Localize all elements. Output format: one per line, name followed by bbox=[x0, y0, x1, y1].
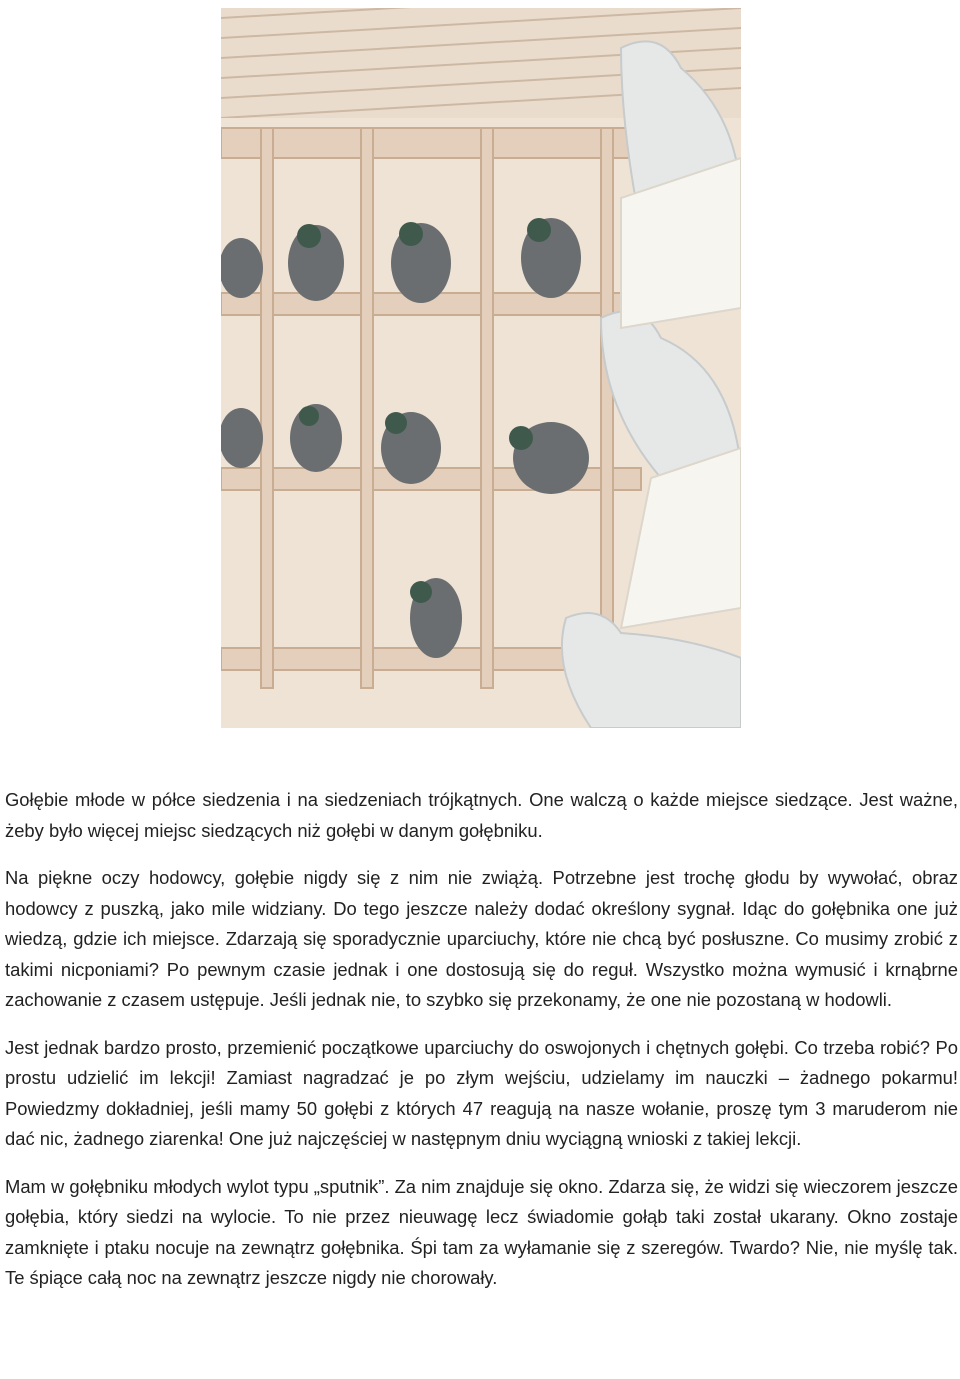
paragraph: Gołębie młode w półce siedzenia i na siedzeniach trójkątnych. One walczą o każde miejsce siedzące. Jest ważne, żeby było więcej miejsc siedzących niż gołębi w danym gołębniku. bbox=[5, 789, 958, 841]
pigeon-loft-photo bbox=[221, 8, 741, 728]
photo-illustration bbox=[221, 8, 741, 728]
paragraph: Jest jednak bardzo prosto, przemienić początkowe uparciuchy do oswojonych i chętnych gołębi. Co trzeba robić? Po prostu udzielić im lekcji! Zamiast nagradzać je po złym wejściu, udzielamy im nauczki – żadnego pokarmu! Powiedzmy dokładniej, jeśli mamy 50 gołębi z których 47 reagują na nasze wołanie, proszę tym 3 maruderom nie dać nic, żadnego ziarenka! One już najczęściej w następnym dniu wyciągną wnioski z takiej lekcji. bbox=[5, 1036, 958, 1149]
paragraph: Mam w gołębniku młodych wylot typu „sputnik”. Za nim znajduje się okno. Zdarza się, że widzi się wieczorem jeszcze gołębia, który siedzi na wylocie. To nie przez nieuwagę lecz świadomie gołąb taki został ukarany. Okno zostaje zamknięte i ptaku nocuje na zewnątrz gołębnika. Śpi tam za wyłamanie się z szeregów. Twardo? Nie, nie myślę tak. Te śpiące całą noc na zewnątrz jeszcze nigdy nie chorowały. bbox=[5, 1175, 958, 1288]
article-text bbox=[5, 785, 958, 1311]
paragraph: Na piękne oczy hodowcy, gołębie nigdy się z nim nie zwiążą. Potrzebne jest trochę głodu by wywołać, obraz hodowcy z puszką, jako mile widziany. Do tego jeszcze należy dodać określony sygnał. Idąc do gołębnika one już wiedzą, gdzie ich miejsce. Zdarzają się sporadycznie uparciuchy, które nie chcą być posłuszne. Co musimy zrobić z takimi nicponiami? Po pewnym czasie jednak i one dostosują się do reguł. Wszystko można wymusić i krnąbrne zachowanie z czasem ustępuje. Jeśli jednak nie, to szybko się przekonamy, że one nie pozostaną w hodowli. bbox=[5, 867, 958, 1010]
